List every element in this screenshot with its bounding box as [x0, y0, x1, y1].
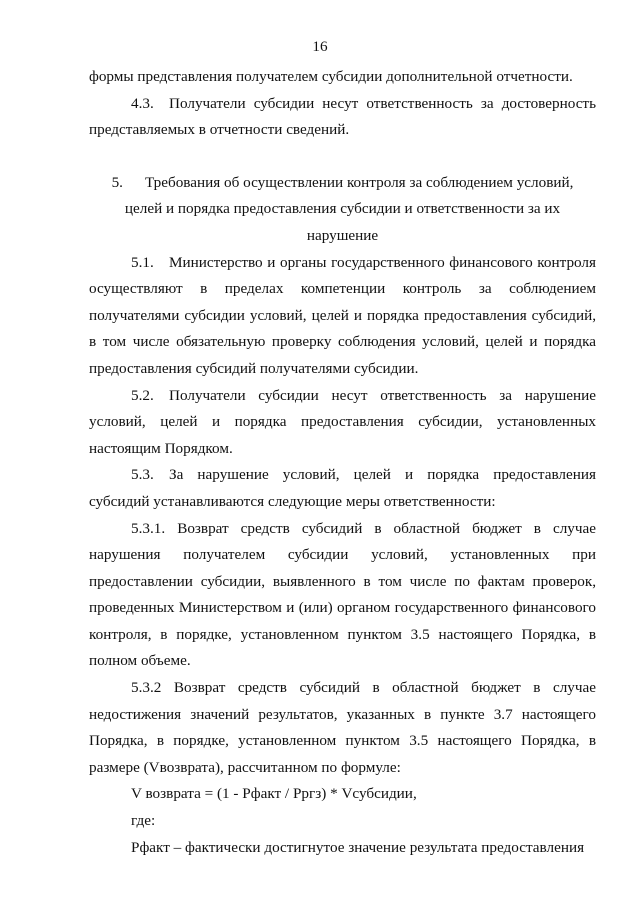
- formula-where: где:: [131, 812, 156, 830]
- paragraph-text: За нарушение условий, целей и порядка предоставления субсидий устанавливаются следующие меры ответственности:: [89, 466, 596, 510]
- paragraph-text: Получатели субсидии несут ответственность за нарушение условий, целей и порядка предоставления субсидии, установленных настоящим Порядком.: [89, 386, 596, 457]
- paragraph-number: 4.3.: [131, 94, 154, 112]
- paragraph-5-1: [89, 250, 596, 383]
- paragraph-number: 5.3.: [131, 466, 154, 484]
- document-body: [89, 64, 596, 861]
- paragraph-5-3: [89, 462, 596, 515]
- paragraph-text: Министерство и органы государственного финансового контроля осуществляют в пределах компетенции контроль за соблюдением получателями субсидии условий, целей и порядка предоставления субсидий, в том числе обязательную проверку соблюдения условий, целей и порядка предоставления субсидий получателями субсидии.: [89, 253, 596, 377]
- paragraph-text: Получатели субсидии несут ответственность за достоверность представляемых в отчетности сведений.: [89, 94, 596, 139]
- formula: V возврата = (1 - Рфакт / Рргз) * Vсубсидии,: [131, 785, 417, 803]
- paragraph-5-3-1: 5.3.1. Возврат средств субсидий в областной бюджет в случае нарушения получателем субсидии условий, установленных при предоставлении субсидии, выявленного в том числе по фактам проверок, проведенных Министерством и (или) органом государственного финансового контроля, в порядке, установленном пунктом 3.5 настоящего Порядка, в полном объеме.: [89, 519, 596, 670]
- section-heading-line-3: нарушение: [306, 226, 379, 244]
- paragraph-number: 5.2.: [131, 386, 154, 404]
- paragraph-continuation: формы представления получателем субсидии дополнительной отчетности.: [89, 68, 573, 85]
- paragraph-4-3: [89, 91, 596, 144]
- section-heading-line-2: целей и порядка предоставления субсидии и ответственности за их: [124, 200, 561, 218]
- section-heading: [89, 170, 596, 250]
- section-heading-line-1: 5. Требования об осуществлении контроля за соблюдением условий,: [89, 170, 596, 197]
- paragraph-rfact: Рфакт – фактически достигнутое значение результата предоставления: [131, 838, 585, 856]
- paragraph-5-3-2: 5.3.2 Возврат средств субсидий в областной бюджет в случае недостижения значений результатов, указанных в пункте 3.7 настоящего Порядка, в порядке, установленном пунктом 3.5 настоящего Порядка, в размере (Vвозврата), рассчитанном по формуле:: [89, 679, 596, 776]
- section-number: 5.: [111, 173, 123, 191]
- page-number: 16: [312, 38, 328, 55]
- paragraph-5-2: [89, 383, 596, 463]
- paragraph-number: 5.1.: [131, 253, 154, 271]
